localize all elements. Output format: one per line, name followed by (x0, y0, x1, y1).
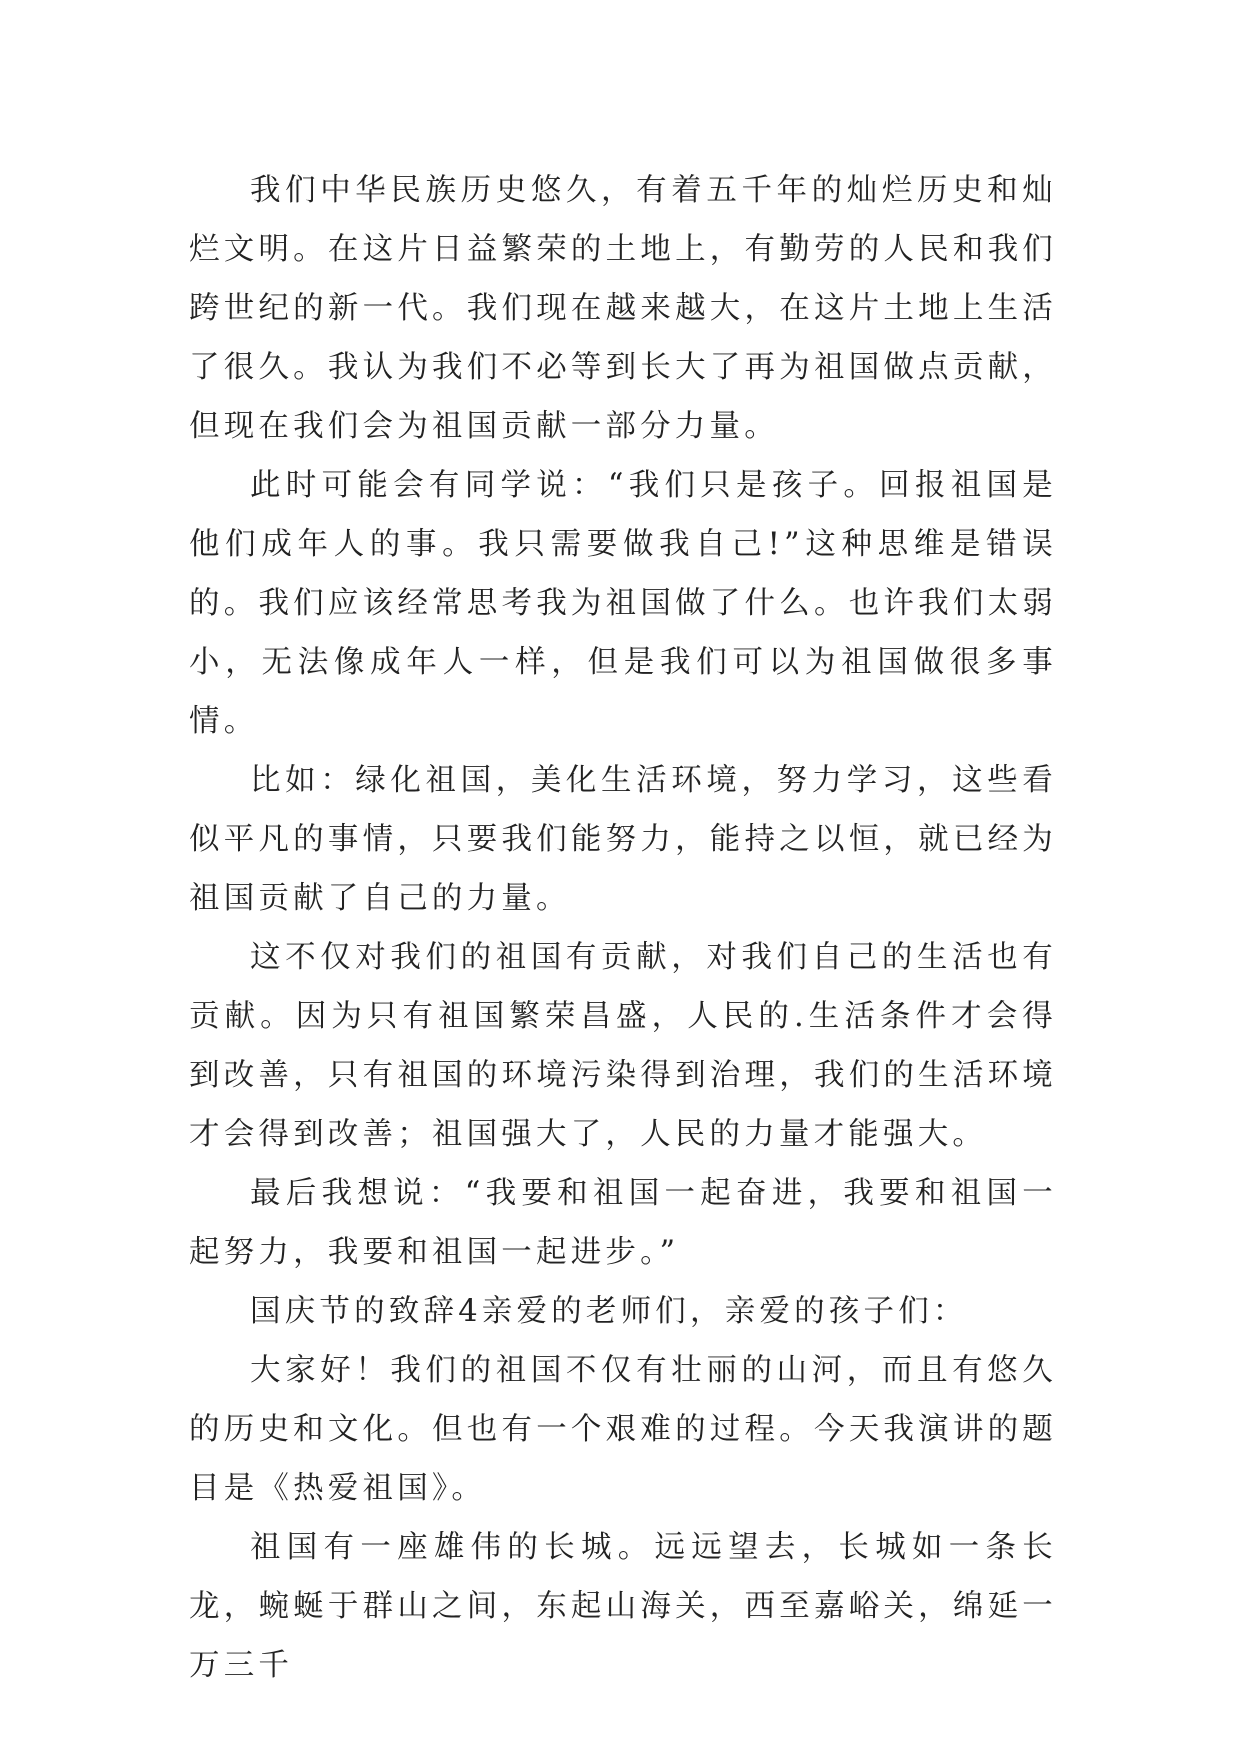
paragraph-2: 此时可能会有同学说：“我们只是孩子。回报祖国是他们成年人的事。我只需要做我自己!”这种思维是错误的。我们应该经常思考我为祖国做了什么。也许我们太弱小，无法像成年人一样，但是我们可以为祖国做很多事情。 (189, 468, 1057, 739)
body-text (189, 161, 1057, 1695)
paragraph-1: 我们中华民族历史悠久，有着五千年的灿烂历史和灿烂文明。在这片日益繁荣的土地上，有勤劳的人民和我们跨世纪的新一代。我们现在越来越大，在这片土地上生活了很久。我认为我们不必等到长大了再为祖国做点贡献，但现在我们会为祖国贡献一部分力量。 (189, 173, 1057, 444)
paragraph-6: 国庆节的致辞4亲爱的老师们，亲爱的孩子们： (250, 1294, 968, 1329)
paragraph-5: 最后我想说：“我要和祖国一起奋进，我要和祖国一起努力，我要和祖国一起进步。” (189, 1176, 1057, 1270)
paragraph-4: 这不仅对我们的祖国有贡献，对我们自己的生活也有贡献。因为只有祖国繁荣昌盛，人民的.生活条件才会得到改善，只有祖国的环境污染得到治理，我们的生活环境才会得到改善；祖国强大了，人民的力量才能强大。 (189, 940, 1057, 1152)
paragraph-8: 祖国有一座雄伟的长城。远远望去，长城如一条长龙，蜿蜒于群山之间，东起山海关，西至嘉峪关，绵延一万三千 (189, 1530, 1057, 1683)
paragraph-7: 大家好！我们的祖国不仅有壮丽的山河，而且有悠久的历史和文化。但也有一个艰难的过程。今天我演讲的题目是《热爱祖国》。 (189, 1353, 1057, 1506)
paragraph-3: 比如：绿化祖国，美化生活环境，努力学习，这些看似平凡的事情，只要我们能努力，能持之以恒，就已经为祖国贡献了自己的力量。 (189, 763, 1057, 916)
